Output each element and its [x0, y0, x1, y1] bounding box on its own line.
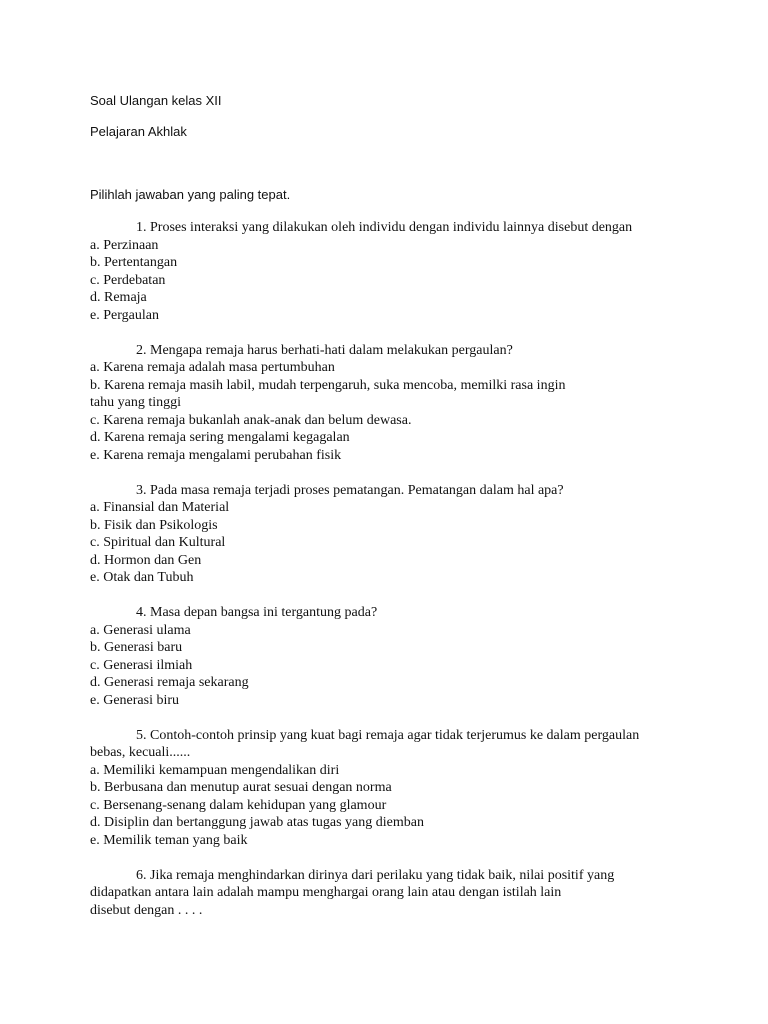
answer-option: b. Generasi baru: [90, 640, 183, 655]
question-item: [90, 727, 700, 850]
answer-option: e. Otak dan Tubuh: [90, 570, 194, 585]
question-item: [90, 219, 700, 324]
question-item: [90, 867, 700, 920]
answer-option: b. Karena remaja masih labil, mudah terpengaruh, suka mencoba, memilki rasa ingin tahu yang tinggi: [90, 377, 566, 410]
question-text: 2. Mengapa remaja harus berhati-hati dalam melakukan pergaulan?: [136, 342, 513, 358]
answer-option: b. Berbusana dan menutup aurat sesuai dengan norma: [90, 780, 392, 795]
question-item: [90, 604, 700, 709]
answer-option: e. Generasi biru: [90, 692, 180, 708]
question-text: 4. Masa depan bangsa ini tergantung pada?: [136, 605, 378, 620]
instruction-text: Pilihlah jawaban yang paling tepat.: [90, 187, 291, 202]
question-text: 5. Contoh-contoh prinsip yang kuat bagi remaja agar tidak terjerumus ke dalam pergaulan bebas, kecuali......: [90, 727, 640, 760]
answer-option: c. Generasi ilmiah: [90, 657, 193, 673]
answer-option: d. Generasi remaja sekarang: [90, 675, 249, 690]
document-title: Soal Ulangan kelas XII: [90, 93, 222, 108]
question-list: [90, 219, 700, 919]
answer-option: e. Karena remaja mengalami perubahan fisik: [90, 447, 342, 463]
answer-option: d. Karena remaja sering mengalami kegagalan: [90, 430, 350, 445]
answer-option: e. Memilik teman yang baik: [90, 832, 248, 848]
document-page: [90, 92, 700, 937]
answer-option: e. Pergaulan: [90, 307, 159, 323]
question-item: [90, 342, 700, 465]
answer-option: c. Karena remaja bukanlah anak-anak dan belum dewasa.: [90, 412, 412, 428]
answer-option: c. Bersenang-senang dalam kehidupan yang glamour: [90, 797, 387, 813]
answer-option: a. Memiliki kemampuan mengendalikan diri: [90, 762, 340, 778]
answer-option: a. Karena remaja adalah masa pertumbuhan: [90, 360, 335, 375]
answer-option: b. Fisik dan Psikologis: [90, 517, 218, 533]
answer-option: d. Disiplin dan bertanggung jawab atas tugas yang diemban: [90, 815, 424, 830]
answer-option: b. Pertentangan: [90, 255, 178, 270]
question-item: [90, 482, 700, 587]
question-text: 6. Jika remaja menghindarkan dirinya dari perilaku yang tidak baik, nilai positif yang didapatkan antara lain adalah mampu menghargai orang lain atau dengan istilah lain disebut dengan . . . .: [90, 867, 615, 918]
answer-option: c. Perdebatan: [90, 272, 166, 288]
subject-heading: Pelajaran Akhlak: [90, 124, 187, 139]
question-text: 3. Pada masa remaja terjadi proses pematangan. Pematangan dalam hal apa?: [136, 482, 564, 498]
answer-option: a. Perzinaan: [90, 237, 159, 253]
question-text: 1. Proses interaksi yang dilakukan oleh individu dengan individu lainnya disebut dengan: [136, 220, 633, 235]
answer-option: a. Finansial dan Material: [90, 500, 230, 515]
answer-option: a. Generasi ulama: [90, 622, 191, 638]
answer-option: c. Spiritual dan Kultural: [90, 535, 226, 550]
answer-option: d. Remaja: [90, 290, 147, 305]
answer-option: d. Hormon dan Gen: [90, 552, 202, 568]
